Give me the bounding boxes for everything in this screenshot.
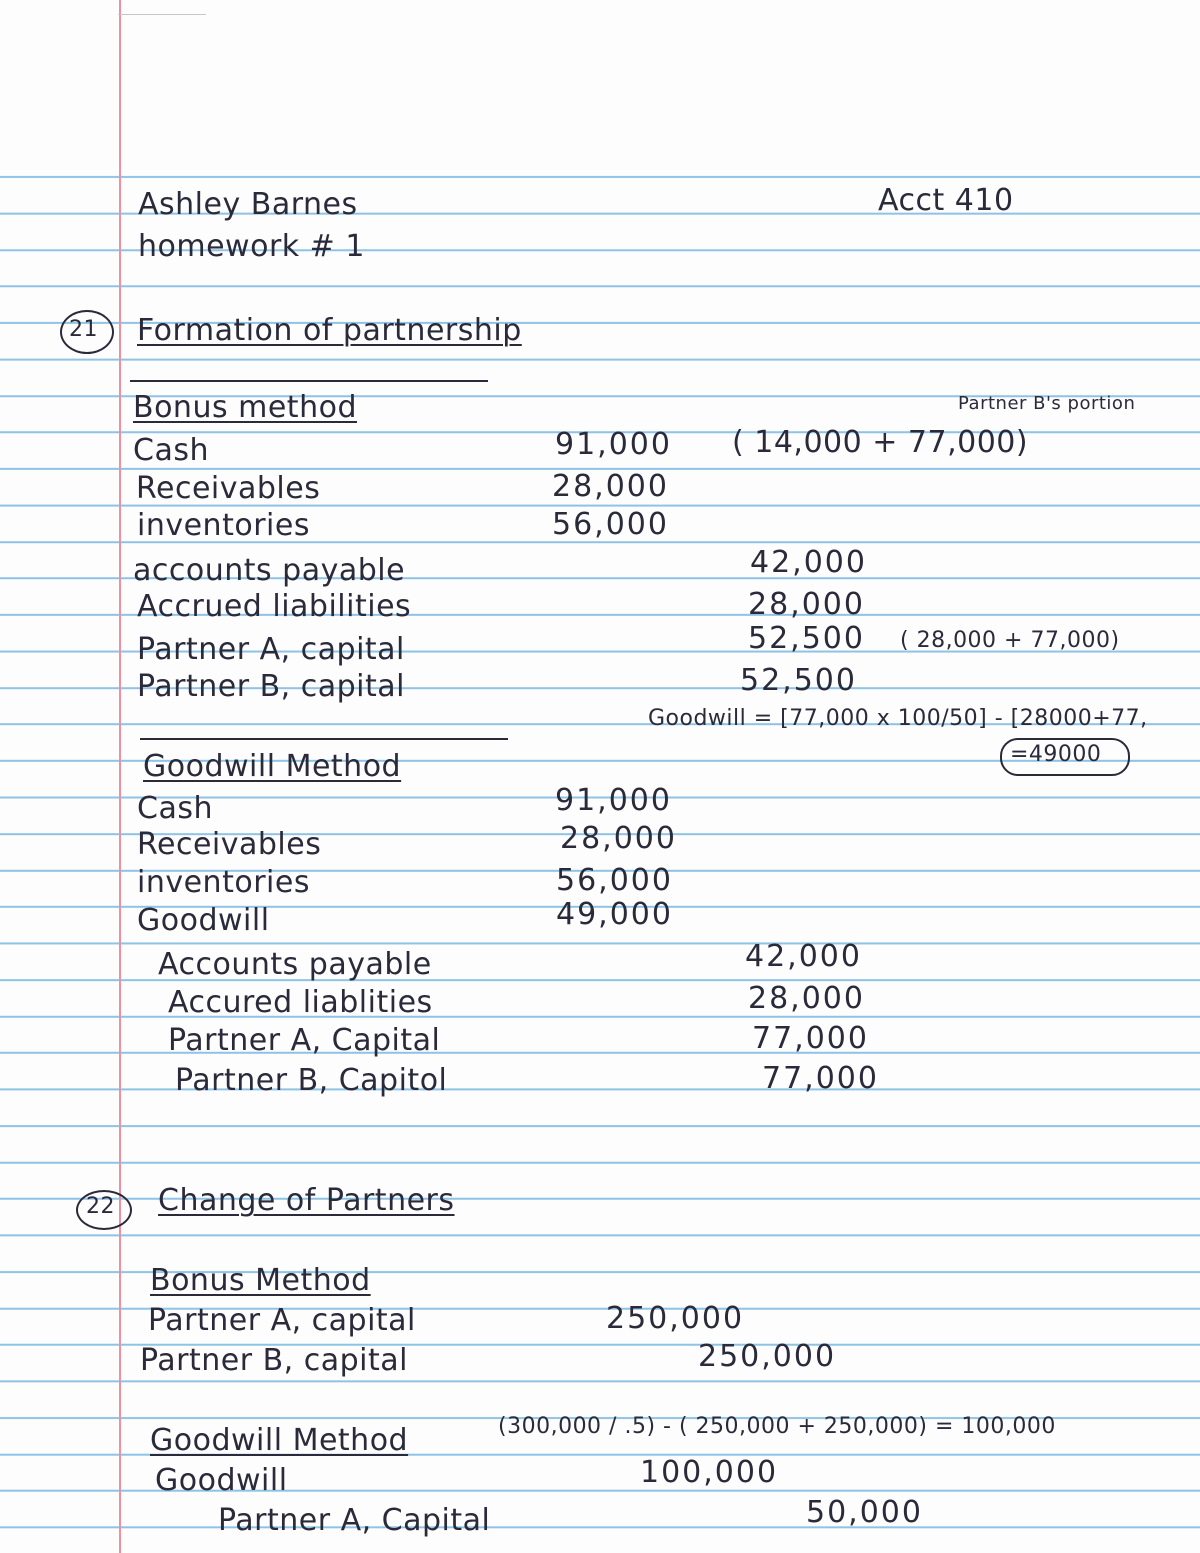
paper-edge	[118, 14, 206, 15]
goodwill-row-debit: 56,000	[556, 863, 673, 898]
goodwill-row-account: Receivables	[137, 827, 322, 862]
goodwill-calculation: Goodwill = [77,000 x 100/50] - [28000+77,	[648, 706, 1148, 731]
bonus-row-debit: 91,000	[555, 427, 672, 462]
bonus-row-credit: 42,000	[750, 545, 867, 580]
course-code: Acct 410	[878, 183, 1014, 218]
bonus-row-debit: 56,000	[552, 507, 669, 542]
partner-b-portion-note: Partner B's portion	[958, 393, 1136, 414]
bonus-row-credit: 52,500	[748, 621, 865, 656]
problem-21-number: 21	[69, 317, 98, 342]
bonus-row-credit: 52,500	[740, 663, 857, 698]
bonus-row-account: accounts payable	[133, 553, 406, 588]
bonus-method-heading: Bonus Method	[150, 1263, 371, 1298]
goodwill-row-account: Partner A, Capital	[168, 1023, 441, 1058]
bonus-row-account: Partner B, capital	[137, 669, 405, 704]
bonus-method-heading: Bonus method	[133, 390, 357, 425]
goodwill-row-debit: 100,000	[640, 1455, 779, 1490]
goodwill-row-account: Accured liablities	[168, 985, 433, 1020]
student-name: Ashley Barnes	[138, 187, 358, 222]
goodwill-row-account: Accounts payable	[158, 947, 432, 982]
goodwill-row-debit: 91,000	[555, 783, 672, 818]
goodwill-row-debit: 49,000	[556, 897, 673, 932]
bonus-row-note: ( 14,000 + 77,000)	[732, 425, 1029, 460]
bonus-row-account: Receivables	[136, 471, 321, 506]
bonus-row-debit: 28,000	[552, 469, 669, 504]
goodwill-result: =49000	[1010, 742, 1102, 767]
bonus-row-account: inventories	[137, 508, 310, 543]
section-rule	[140, 738, 508, 740]
goodwill-row-credit: 50,000	[806, 1495, 923, 1530]
goodwill-row-credit: 28,000	[748, 981, 865, 1016]
bonus-row-account: Partner A, capital	[148, 1303, 416, 1338]
assignment-title: homework # 1	[138, 229, 365, 264]
goodwill-row-account: inventories	[137, 865, 310, 900]
goodwill-method-heading: Goodwill Method	[143, 749, 402, 784]
bonus-row-account: Cash	[133, 433, 209, 468]
section-rule	[130, 380, 488, 382]
goodwill-row-account: Goodwill	[137, 903, 270, 938]
problem-21-title: Formation of partnership	[137, 313, 522, 348]
goodwill-method-heading: Goodwill Method	[150, 1423, 409, 1458]
goodwill-row-credit: 77,000	[762, 1061, 879, 1096]
bonus-row-account: Partner B, capital	[140, 1343, 408, 1378]
goodwill-row-account: Partner A, Capital	[218, 1503, 491, 1538]
goodwill-row-account: Partner B, Capitol	[175, 1063, 448, 1098]
goodwill-row-account: Cash	[137, 791, 213, 826]
bonus-row-account: Partner A, capital	[137, 632, 405, 667]
goodwill-row-credit: 77,000	[752, 1021, 869, 1056]
goodwill-calculation: (300,000 / .5) - ( 250,000 + 250,000) = 100,000	[498, 1414, 1056, 1439]
problem-22-number: 22	[86, 1194, 115, 1219]
margin-line	[119, 0, 121, 1553]
bonus-row-credit: 250,000	[698, 1339, 837, 1374]
bonus-row-account: Accrued liabilities	[137, 589, 412, 624]
bonus-row-note: ( 28,000 + 77,000)	[900, 628, 1120, 653]
bonus-row-debit: 250,000	[606, 1301, 745, 1336]
goodwill-row-credit: 42,000	[745, 939, 862, 974]
goodwill-row-account: Goodwill	[155, 1463, 288, 1498]
problem-22-title: Change of Partners	[158, 1183, 455, 1218]
bonus-row-credit: 28,000	[748, 587, 865, 622]
goodwill-row-debit: 28,000	[560, 821, 677, 856]
